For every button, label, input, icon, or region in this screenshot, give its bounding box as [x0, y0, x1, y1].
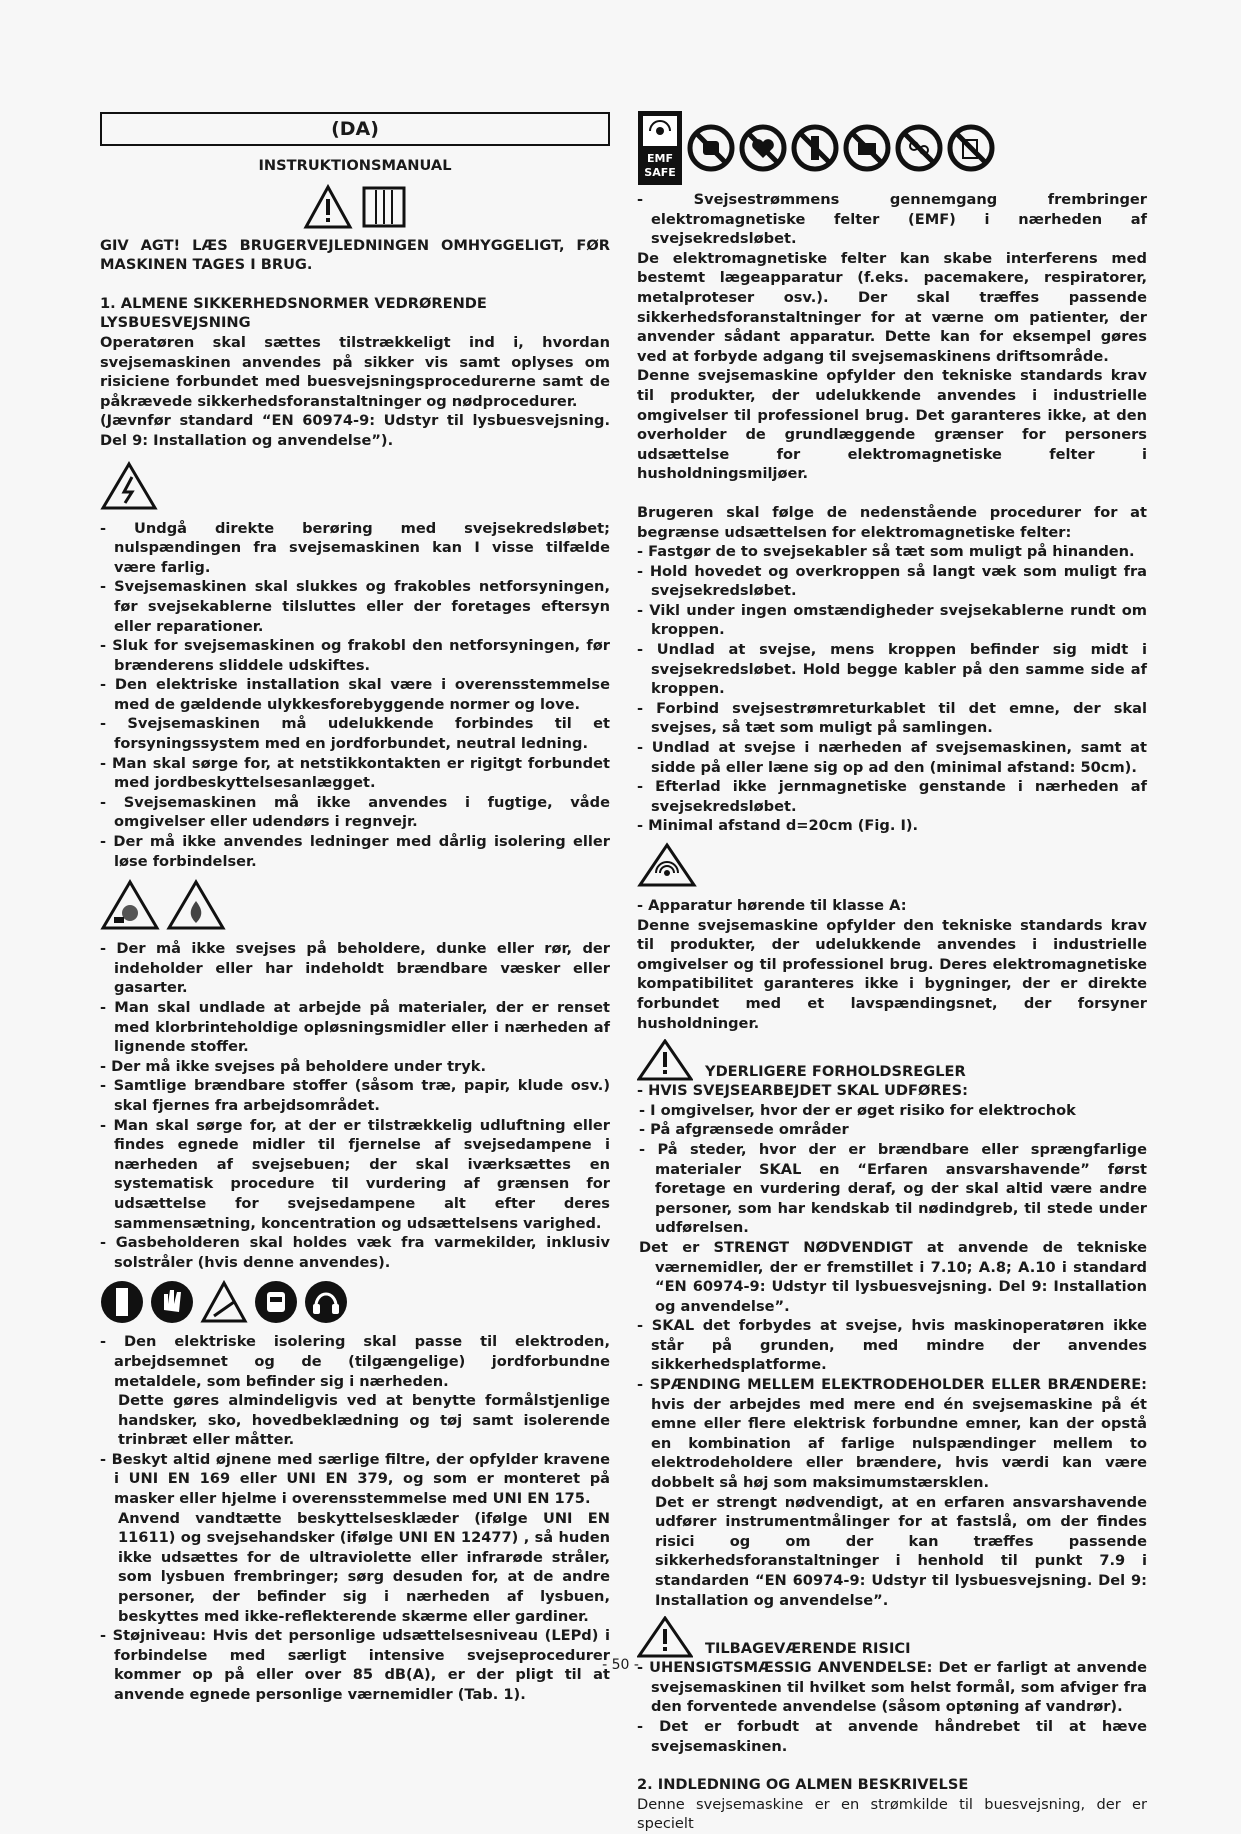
fire-hazard-icon — [166, 879, 226, 931]
list-item: - Undlad at svejse i nærheden af svejsemaskinen, samt at sidde på eller læne sig op ad den (minimal afstand: 50cm). — [637, 739, 1147, 776]
list-item: - Vikl under ingen omstændigheder svejsekablerne rundt om kroppen. — [637, 601, 1147, 639]
list-item-continuation: Anvend vandtætte beskyttelsesklæder (ifølge UNI EN 11611) og svejsehandsker (ifølge UNI EN 12477) , så huden ikke udsættes for de ultraviolette eller infrarøde stråler, som lysbuen frembringer; sørg desuden for, at de andre personer, der befinder sig i nærheden af lysbuen, beskyttes med ikke-reflekterende skærme eller gardiner. — [118, 1509, 610, 1625]
list-item: - Man skal sørge for, at der er tilstrækkelig udluftning eller findes egnede midler til fjernelse af svejsedampene i nærheden af svejsebuen; der skal iværksættes en systematisk procedure til vurdering af grænsen for udsættelse for svejsedampene alt efter deres sammensætning, koncentration og udsættelsens varighed. — [100, 1116, 610, 1232]
list-item: - I omgivelser, hvor der er øget risiko for elektrochok — [639, 1101, 1076, 1119]
section1-reference: (Jævnfør standard “EN 60974-9: Udstyr til lysbuesvejsning. Del 9: Installation og anvendelse”). — [100, 412, 610, 449]
electric-shock-icon — [100, 461, 158, 511]
platform-item: - SKAL det forbydes at svejse, hvis maskinoperatøren ikke står på grunden, med mindre der anvendes sikkerhedsplatforme. — [637, 1317, 1147, 1374]
list-item: - Samtlige brændbare stoffer (såsom træ, papir, klude osv.) skal fjernes fra arbejdsområdet. — [100, 1077, 610, 1114]
list-item: - Man skal undlade at arbejde på materialer, der er renset med klorbrinteholdige opløsningsmidler eller i nærheden af lignende stoffer. — [100, 999, 610, 1056]
ear-protection-icon — [304, 1280, 348, 1324]
radiation-warning-icon — [637, 842, 697, 888]
warning-triangle-icon — [303, 184, 353, 230]
list-item: - Undgå direkte berøring med svejsekredsløbet; nulspændingen fra svejsemaskinen kan I visse tilfælde være farlig. — [100, 519, 610, 576]
precautions-list — [637, 1101, 1147, 1238]
list-item: - Undlad at svejse, mens kroppen befinder sig midt i svejsekredsløbet. Hold begge kabler på den samme side af kroppen. — [637, 641, 1147, 698]
manual-title: INSTRUKTIONSMANUAL — [258, 157, 452, 174]
list-item-continuation: Dette gøres almindeligvis ved at benytte formålstjenlige handsker, sko, hovedbeklædning og tøj samt isolerende trinbræt eller måtter. — [118, 1392, 610, 1449]
section2-body: Denne svejsemaskine er en strømkilde til buesvejsning, der er specielt — [637, 1795, 1147, 1833]
no-metal-implant-icon — [791, 124, 839, 172]
no-pacemaker-icon — [687, 124, 735, 172]
section1-body: Operatøren skal sættes tilstrækkeligt ind i, hvordan svejsemaskinen anvendes på sikker vis samt oplyses om risiciene forbundet med buesvejsningsprocedurerne samt de påkrævede sikkerhedsforanstaltninger og nødprocedurer. — [100, 333, 610, 410]
emf-body-1: De elektromagnetiske felter kan skabe interferens med bestemt lægeapparatur (f.eks. pacemakere, respiratorer, metalproteser osv.). Der skal træffes passende sikkerhedsforanstaltninger for at værne om patienter, der anvender sådant apparatur. Dette kan for eksempel gøres ved at forbyde adgang til svejsemaskinens driftsområde. — [637, 249, 1147, 365]
protective-gloves-icon — [150, 1280, 194, 1324]
explosion-hazard-icon — [100, 879, 160, 931]
list-item: - Fastgør de to svejsekabler så tæt som muligt på hinanden. — [637, 543, 1135, 561]
left-column — [100, 112, 610, 1705]
warning-intro: GIV AGT! LÆS BRUGERVEJLEDNINGEN OMHYGGELIGT, FØR MASKINEN TAGES I BRUG. — [100, 236, 610, 274]
emf-label-top: EMF — [647, 152, 673, 165]
precautions-subtitle: - HVIS SVEJSEARBEJDET SKAL UDFØRES: — [637, 1082, 968, 1100]
right-column — [637, 110, 1147, 1834]
emf-item: - Svejsestrømmens gennemgang frembringer elektromagnetiske felter (EMF) i nærheden af svejsekredsløbet. — [637, 191, 1147, 248]
list-item: - Gasbeholderen skal holdes væk fra varmekilder, inklusiv solstråler (hvis denne anvendes). — [100, 1234, 610, 1271]
list-item: - Forbind svejsestrømreturkablet til det emne, der skal svejses, så tæt som muligt på samlingen. — [637, 699, 1147, 737]
manual-book-icon — [361, 184, 407, 230]
language-label: (DA) — [100, 112, 610, 146]
residual-risks-title: TILBAGEVÆRENDE RISICI — [705, 1639, 911, 1657]
fire-hazard-list — [100, 939, 610, 1272]
list-item: - Svejsemaskinen må ikke anvendes i fugtige, våde omgivelser eller udendørs i regnvejr. — [100, 793, 610, 831]
welding-mask-icon — [254, 1280, 298, 1324]
voltage-body: Det er strengt nødvendigt, at en erfaren ansvarshavende udfører instrumentmålinger for at fastslå, om der findes risici og om der kan træffes passende sikkerhedsforanstaltninger i henhold til punkt 7.9 i standarden “EN 60974-9: Udstyr til lysbuesvejsning. Del 9: Installation og anvendelse”. — [655, 1493, 1147, 1609]
emf-label-bottom: SAFE — [644, 166, 676, 179]
list-item: - Svejsemaskinen skal slukkes og frakobles netforsyningen, før svejsekablerne tilsluttes eller der foretages eftersyn eller reparationer. — [100, 578, 610, 635]
strict-requirement: Det er STRENGT NØDVENDIGT at anvende de tekniske værnemidler, der er fremstillet i 7.10; A.8; A.10 i standard “EN 60974-9: Udstyr til lysbuesvejsning. Del 9: Installation og anvendelse”. — [639, 1238, 1147, 1315]
list-item: - UHENSIGTSMÆSSIG ANVENDELSE: Det er farligt at anvende svejsemaskinen til hvilket som helst formål, som afviger fra den forventede anvendelse (såsom optøning af vandrør). — [637, 1659, 1147, 1716]
list-item: - Det er forbudt at anvende håndrebet til at hæve svejsemaskinen. — [637, 1717, 1147, 1755]
precautions-title: YDERLIGERE FORHOLDSREGLER — [705, 1062, 966, 1080]
no-metal-objects-icon — [895, 124, 943, 172]
list-item: - Den elektriske isolering skal passe til elektroden, arbejdsemnet og de (tilgængelige) jordforbundne metaldele, som befinder sig i nærheden. — [100, 1333, 610, 1390]
list-item: - Der må ikke svejses på beholdere, dunke eller rør, der indeholder eller har indeholdt brændbare væsker eller gasarter. — [100, 940, 610, 997]
emf-body-2: Denne svejsemaskine opfylder den tekniske standards krav til produkter, der udelukkende anvendes i industrielle omgivelser til professionel brug. Det garanteres ikke, at den overholder de grundlæggende grænser for personers udsættelse for elektromagnetiske felter i husholdningsmiljøer. — [637, 367, 1147, 483]
warning-triangle-icon — [637, 1039, 693, 1081]
page-number: - 50 - — [602, 1657, 639, 1673]
no-magnetic-card-icon — [947, 124, 995, 172]
list-item: - Svejsemaskinen må udelukkende forbindes til et forsyningssystem med en jordforbundet, neutral ledning. — [100, 715, 610, 753]
electric-hazard-list — [100, 519, 610, 872]
list-item: - Hold hovedet og overkroppen så langt væk som muligt fra svejsekredsløbet. — [637, 562, 1147, 600]
voltage-item: - SPÆNDING MELLEM ELEKTRODEHOLDER ELLER BRÆNDERE: hvis der arbejdes med mere end én svejsemaskine på ét emne eller flere elektrisk forbundne emner, kan der opstå en kombination af farlige nulspændinger mellem to elektrodeholdere eller brændere, hvis værdi kan være dobbelt så høj som maksimumstærsklen. — [637, 1376, 1147, 1492]
section1-title: 1. ALMENE SIKKERHEDSNORMER VEDRØRENDE LYSBUESVEJSNING — [100, 294, 487, 332]
list-item: - Efterlad ikke jernmagnetiske genstande i nærheden af svejsekredsløbet. — [637, 778, 1147, 815]
section2-title: 2. INDLEDNING OG ALMEN BESKRIVELSE — [637, 1776, 969, 1794]
list-item: - Den elektriske installation skal være i overensstemmelse med de gældende ulykkesforebyggende normer og love. — [100, 676, 610, 713]
list-item: - Beskyt altid øjnene med særlige filtre, der opfylder kravene i UNI EN 169 eller UNI EN 379, og som er monteret på masker eller hjelme i overensstemmelse med UNI EN 175. — [100, 1450, 610, 1508]
procedures-intro: Brugeren skal følge de nedenstående procedurer for at begrænse udsættelsen for elektromagnetiske felter: — [637, 503, 1147, 541]
procedures-list — [637, 542, 1147, 836]
list-item: - Minimal afstand d=20cm (Fig. I). — [637, 817, 919, 835]
list-item: - Der må ikke anvendes ledninger med dårlig isolering eller løse forbindelser. — [100, 833, 610, 870]
ppe-list — [100, 1332, 610, 1704]
no-watch-icon — [843, 124, 891, 172]
welding-sparks-warning-icon — [200, 1280, 248, 1324]
emf-safe-icon — [637, 110, 683, 186]
list-item: - På afgrænsede områder — [639, 1121, 849, 1139]
list-item: - Man skal sørge for, at netstikkontakten er rigitgt forbundet med jordbeskyttelsesanlægget. — [100, 754, 610, 792]
class-a-body: Denne svejsemaskine opfylder den tekniske standards krav til produkter, der udelukkende anvendes i industrielle omgivelser og til professionel brug. Deres elektromagnetiske kompatibilitet garanteres ikke i bygninger, der er direkte forbundet med et lavspændingsnet, der forsyner husholdninger. — [637, 916, 1147, 1032]
list-item: - På steder, hvor der er brændbare eller sprængfarlige materialer SKAL en “Erfaren ansvarshavende” først foretage en vurdering deraf, og der skal altid være andre personer, som har kendskab til nødindgreb, til stede under udførelsen. — [639, 1140, 1147, 1237]
list-item: - Der må ikke svejses på beholdere under tryk. — [100, 1057, 487, 1075]
warning-triangle-icon — [637, 1616, 693, 1658]
list-item: - Sluk for svejsemaskinen og frakobl den netforsyningen, før brænderens sliddele udskiftes. — [100, 637, 610, 674]
protective-clothing-icon — [100, 1280, 144, 1324]
list-item: - Støjniveau: Hvis det personlige udsættelsesniveau (LEPd) i forbindelse med særligt intensive svejseprocedurer kommer op på eller over 85 dB(A), er der pligt til at anvende egnede personlige værnemidler (Tab. 1). — [100, 1627, 610, 1703]
no-heart-device-icon — [739, 124, 787, 172]
class-a-item: - Apparatur hørende til klasse A: — [637, 897, 907, 914]
